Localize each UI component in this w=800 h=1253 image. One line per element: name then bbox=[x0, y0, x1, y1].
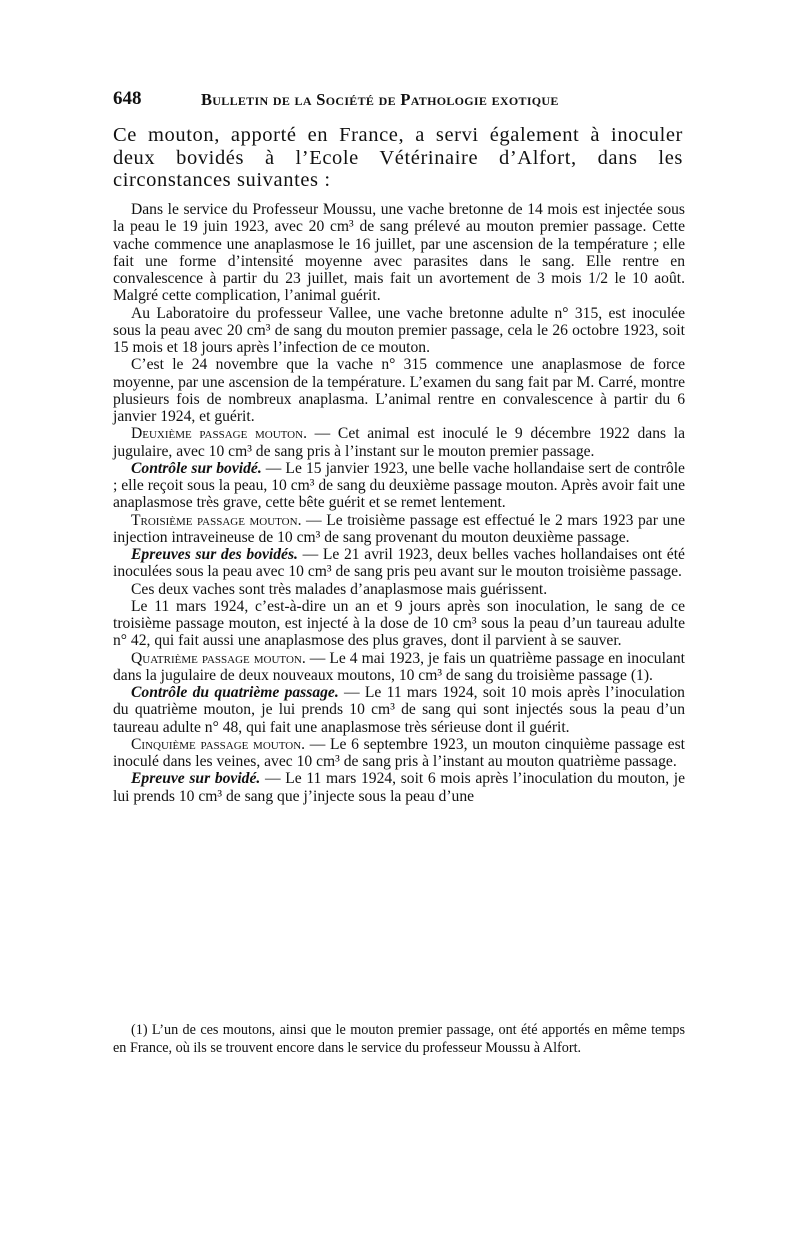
body-paragraph bbox=[113, 201, 685, 305]
paragraph-text: C’est le 24 novembre que la vache n° 315 commence une anaplasmose de force moyenne, par une ascension de la température. L’examen du sang fait par M. Carré, montre plusieurs fois de nombreux anaplasma. L’animal rentre en convalescence à partir du 6 janvier 1924, et guérit. bbox=[113, 356, 685, 425]
paragraph-lead: Contrôle sur bovidé. bbox=[131, 459, 262, 477]
paragraph-text: — Le 11 mars 1924, soit 10 mois après l’inoculation du quatrième mouton, je lui prends 10 cm³ de sang qui sont injectés sous la peau d’un taureau adulte n° 48, qui fait une anaplasmose très sérieuse dont il guérit. bbox=[113, 684, 685, 736]
body-paragraph bbox=[113, 736, 685, 771]
footnote bbox=[113, 1022, 685, 1057]
footnote-text: (1) L’un de ces moutons, ainsi que le mouton premier passage, ont été apportés en même temps en France, où ils se trouvent encore dans le service du professeur Moussu à Alfort. bbox=[113, 1022, 685, 1056]
body-paragraph bbox=[113, 546, 685, 581]
body-paragraph bbox=[113, 650, 685, 685]
paragraph-text: Dans le service du Professeur Moussu, une vache bretonne de 14 mois est injectée sous la peau le 19 juin 1923, avec 20 cm³ de sang prélevé au mouton premier passage. Cette vache commence une anaplasmose le 16 juillet, par une ascension de la température ; elle fait une forme d’intensité moyenne avec parasites dans le sang. Elle rentre en convalescence à partir du 23 juillet, mais fait un avortement de 3 mois 1/2 le 10 août. Malgré cette complication, l’animal guérit. bbox=[113, 201, 685, 305]
paragraph-lead: Quatrième passage mouton. bbox=[131, 649, 306, 667]
paragraph-lead: Deuxième passage mouton. bbox=[131, 425, 307, 443]
paragraph-lead: Troisième passage mouton. bbox=[131, 511, 302, 529]
body-paragraph bbox=[113, 305, 685, 357]
paragraph-text: — Le 15 janvier 1923, une belle vache hollandaise sert de contrôle ; elle reçoit sous la peau, 10 cm³ de sang du deuxième passage mouton. Après avoir fait une anaplasmose très grave, cette bête guérit et se remet lentement. bbox=[113, 459, 685, 512]
paragraph-text: — Le 11 mars 1924, soit 6 mois après l’inoculation du mouton, je lui prends 10 cm³ de sang que j’injecte sous la peau d’une bbox=[113, 770, 686, 805]
body-paragraph bbox=[113, 770, 685, 805]
paragraph-text: Le 11 mars 1924, c’est-à-dire un an et 9 jours après son inoculation, le sang de ce troisième passage mouton, est injecté à la dose de 10 cm³ sous la peau d’un taureau adulte n° 42, qui fait aussi une anaplasmose des plus graves, dont il parvient à se sauver. bbox=[113, 597, 685, 650]
paragraph-lead: Epreuve sur bovidé. bbox=[131, 770, 261, 788]
body-paragraph bbox=[113, 581, 685, 598]
paragraph-lead: Cinquième passage mouton. bbox=[131, 735, 306, 753]
body-text bbox=[113, 201, 685, 805]
body-paragraph bbox=[113, 684, 685, 736]
paragraph-text: — Le troisième passage est effectué le 2 mars 1923 par une injection intraveineuse de 10 cm³ de sang provenant du mouton deuxième passage. bbox=[113, 511, 685, 546]
paragraph-text: — Cet animal est inoculé le 9 décembre 1922 dans la jugulaire, avec 10 cm³ de sang pris à l’instant sur le mouton premier passage. bbox=[113, 425, 685, 460]
body-paragraph bbox=[113, 460, 685, 512]
paragraph-text: — Le 21 avril 1923, deux belles vaches hollandaises ont été inoculées sous la peau avec 10 cm³ de sang pris peu avant sur le mouton troisième passage. bbox=[113, 546, 685, 581]
body-paragraph bbox=[113, 425, 685, 460]
paragraph-text: Ces deux vaches sont très malades d’anaplasmose mais guérissent. bbox=[131, 580, 548, 598]
body-paragraph bbox=[113, 512, 685, 547]
body-paragraph bbox=[113, 356, 685, 425]
paragraph-text: — Le 6 septembre 1923, un mouton cinquième passage est inoculé dans les veines, avec 10 cm³ de sang pris à l’instant au mouton quatrième passage. bbox=[113, 735, 685, 770]
paragraph-lead: Epreuves sur des bovidés. bbox=[131, 546, 298, 563]
paragraph-text: — Le 4 mai 1923, je fais un quatrième passage en inoculant dans la jugulaire de deux nouveaux moutons, 10 cm³ de sang du troisième passage (1). bbox=[113, 649, 685, 684]
paragraph-lead: Contrôle du quatrième passage. bbox=[131, 684, 339, 701]
running-title: Bulletin de la Société de Pathologie exotique bbox=[201, 90, 559, 109]
intro-paragraph: Ce mouton, apporté en France, a servi également à inoculer deux bovidés à l’Ecole Vétérinaire d’Alfort, dans les circonstances suivantes : bbox=[113, 124, 683, 191]
page-number: 648 bbox=[113, 88, 142, 109]
paragraph-text: Au Laboratoire du professeur Vallee, une vache bretonne adulte n° 315, est inoculée sous la peau avec 20 cm³ de sang du mouton premier passage, cela le 26 octobre 1923, soit 15 mois et 18 jours après l’infection de ce mouton. bbox=[113, 304, 685, 356]
body-paragraph bbox=[113, 598, 685, 650]
page-header bbox=[113, 88, 693, 110]
